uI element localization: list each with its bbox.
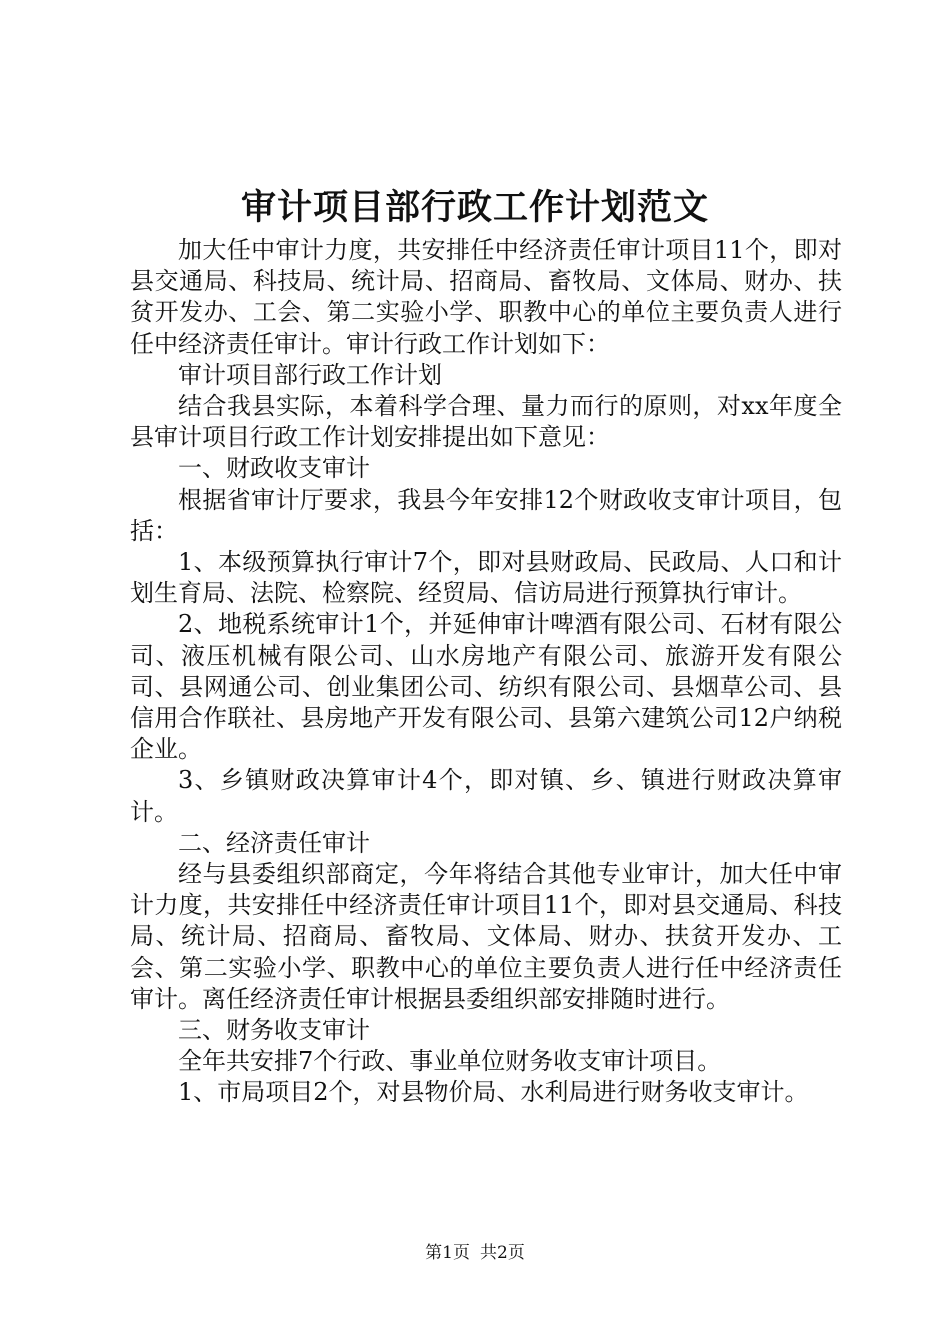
list-item-tax-audit: 2、地税系统审计1个，并延伸审计啤酒有限公司、石材有限公司、液压机械有限公司、山水房地产有限公司、旅游开发有限公司、县网通公司、创业集团公司、纺织有限公司、县烟草公司、县信用合作联社、县房地产开发有限公司、县第六建筑公司12户纳税企业。: [130, 610, 842, 764]
page-footer: [0, 1241, 950, 1265]
page-number: 第1页: [425, 1243, 470, 1263]
paragraph-intro: 加大任中审计力度，共安排任中经济责任审计项目11个，即对县交通局、科技局、统计局、招商局、畜牧局、文体局、财办、扶贫开发办、工会、第二实验小学、职教中心的单位主要负责人进行任中经济责任审计。审计行政工作计划如下：: [130, 236, 842, 358]
paragraph-financial-overview: 全年共安排7个行政、事业单位财务收支审计项目。: [178, 1047, 722, 1076]
paragraph-principle: 结合我县实际，本着科学合理、量力而行的原则，对xx年度全县审计项目行政工作计划安排提出如下意见：: [130, 392, 842, 452]
paragraph-fiscal-overview: 根据省审计厅要求，我县今年安排12个财政收支审计项目，包括：: [130, 485, 842, 545]
page-total: 共2页: [480, 1243, 525, 1263]
list-item-budget-audit: 1、本级预算执行审计7个，即对县财政局、民政局、人口和计划生育局、法院、检察院、经贸局、信访局进行预算执行审计。: [130, 548, 842, 608]
section-heading-fiscal: 一、财政收支审计: [178, 454, 370, 483]
section-heading-economic: 二、经济责任审计: [178, 828, 370, 857]
document-body: [130, 235, 842, 1109]
section-heading-financial: 三、财务收支审计: [178, 1016, 370, 1045]
document-title: 审计项目部行政工作计划范文: [240, 187, 709, 228]
paragraph-subtitle: 审计项目部行政工作计划: [178, 360, 442, 389]
list-item-city-projects: 1、市局项目2个，对县物价局、水利局进行财务收支审计。: [178, 1078, 809, 1107]
list-item-township-audit: 3、乡镇财政决算审计4个，即对镇、乡、镇进行财政决算审计。: [130, 766, 842, 826]
paragraph-economic-responsibility: 经与县委组织部商定，今年将结合其他专业审计，加大任中审计力度，共安排任中经济责任审计项目11个，即对县交通局、科技局、统计局、招商局、畜牧局、文体局、财办、扶贫开发办、工会、第二实验小学、职教中心的单位主要负责人进行任中经济责任审计。离任经济责任审计根据县委组织部安排随时进行。: [130, 860, 842, 1013]
